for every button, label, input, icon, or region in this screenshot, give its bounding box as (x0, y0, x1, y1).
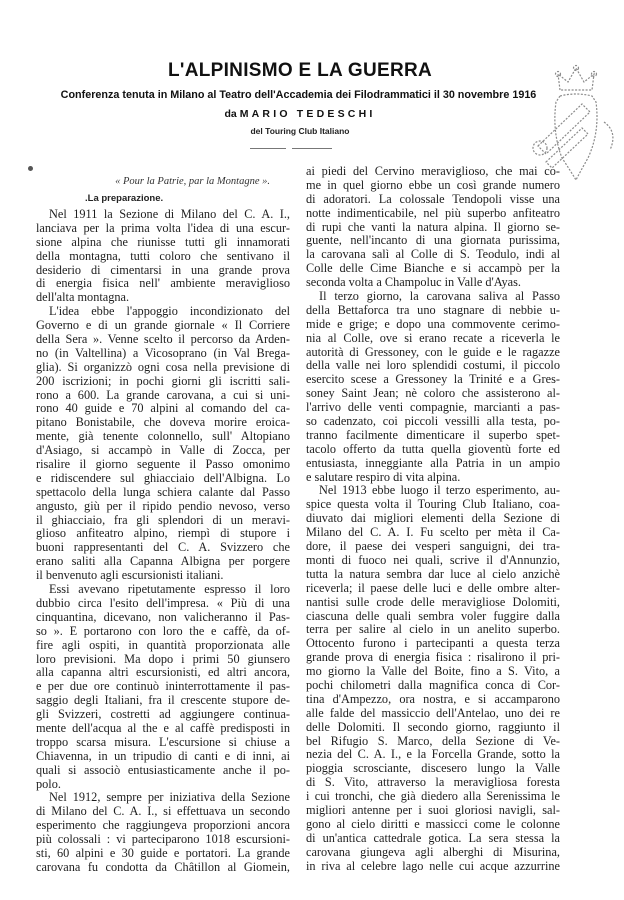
text-line: d'Asiago, si accampò in Valle di Zocca, per (36, 443, 290, 458)
text-line: cinquantina, dicevano, non valicheranno il Pas- (36, 609, 290, 624)
ink-blot (28, 166, 33, 171)
paragraph (36, 305, 290, 583)
text-line: tina d'Ampezzo, ora nostra, e si accamparono (306, 691, 560, 706)
divider-rule (292, 148, 332, 149)
section-heading: .La preparazione. (85, 193, 164, 204)
text-line: guente, nell'incanto di una giornata purissima, (306, 233, 560, 248)
right-text-column (306, 165, 560, 873)
text-line: tranno facilmente dimenticare il superbo spet- (306, 427, 560, 442)
article-subtitle: Conferenza tenuta in Milano al Teatro dell'Accademia dei Filodrammatici il 30 novembre 1916 (60, 89, 537, 101)
text-line: gli Svizzeri, costretti ad aggiungere continua- (36, 707, 290, 722)
text-line: saggio degli Italiani, fra il crescente stupore de- (36, 693, 290, 708)
left-text-column (36, 208, 290, 875)
divider-rule (250, 148, 286, 149)
text-line: esercito scese a Gressoney la Trinité e a Gres- (306, 372, 560, 387)
text-line: l'arrivo delle venti compagnie, marcianti a pas- (306, 400, 560, 415)
text-line: monti di fuoco nei quali, scrive il d'Annunzio, (306, 552, 560, 567)
text-line: risalire il giorno seguente il Passo omonimo (36, 457, 290, 472)
text-line: di S. Vito, attraverso la meravigliosa foresta (306, 775, 560, 790)
text-line: di rupi che vanti la natura alpina. Il giorno se- (306, 219, 560, 234)
text-line: Nel 1911 la Sezione di Milano del C. A. I., (49, 207, 290, 221)
text-line: della valle nei loro splendidi costumi, il piccolo (306, 358, 560, 373)
text-line: quali si associò entusiasticamente anche il po- (36, 762, 290, 777)
text-line: grande prova di energia fisica : risalirono il pri- (306, 650, 560, 665)
text-line: tutta la natura sembra dar luce al cielo anzichè (306, 566, 560, 581)
text-line: nantisi sulle crode delle meravigliose Dolomiti, (306, 594, 560, 609)
text-line: migliori antenne per i suoi gloriosi navigli, sal- (306, 802, 560, 817)
text-line: desiderio di cimentarsi in una grande prova (36, 262, 290, 277)
text-line: mide e grige; e dopo una commovente cerimo- (306, 316, 560, 331)
text-line: glioso anfiteatro alpino, riempì di stupore i (36, 526, 290, 541)
text-line: più colossali : vi parteciparono 1018 escursioni- (36, 832, 290, 847)
text-line: di adoratori. La colossale Tendopoli visse una (306, 191, 560, 206)
paragraph (36, 208, 290, 305)
text-line: Milano del C. A. I. Fu scelto per mèta il Ca- (306, 525, 560, 540)
text-line: alle falde del massiccio dell'Antelao, uno dei re (306, 705, 560, 720)
text-line: pitano Bonistabile, che doveva morire eroica- (36, 415, 290, 430)
epigraph: « Pour la Patrie, par la Montagne ». (115, 176, 270, 187)
text-line: carovana giungeva agli alberghi di Misurina, (306, 844, 560, 859)
text-line: di energia fisica nell' ambiente meraviglioso (36, 276, 290, 291)
text-line: entusiasta, inneggiante alla Patria in un ampio (306, 455, 560, 470)
paragraph (306, 165, 560, 290)
text-line: fire agli ospiti, in quantità proporzionata alle (36, 637, 290, 652)
text-line: in riva al celebre lago nelle cui acque azzurrine (306, 858, 560, 873)
text-line: dubbio circa l'esito dell'impresa. « Più di una (36, 595, 290, 610)
text-line: ciascuna delle quali sembra voler fuggire dalla (306, 608, 560, 623)
text-line: Essi avevano ripetutamente espresso il loro (49, 582, 290, 597)
text-line: 200 iscrizioni; in pochi giorni gli iscritti sali- (36, 373, 290, 388)
paragraph (36, 583, 290, 791)
text-line: no (in Valtellina) a Vicosoprano (in Val Brega- (36, 345, 290, 360)
text-line: spice questa volta il Touring Club Italiano, coa- (306, 497, 560, 512)
text-line: pioggia scrosciante, discesero lungo la Valle (306, 761, 560, 776)
text-line: ai piedi del Cervino meraviglioso, che mai co- (306, 164, 560, 178)
text-line: sione alpina che riunisse tutti gli innamorati (36, 234, 290, 249)
text-line: e per due ore continuò ininterrottamente il pas- (36, 679, 290, 694)
text-line: notte indimenticabile, nel più superbo anfiteatro (306, 205, 560, 220)
text-line: erano saliti alla Capanna Albigna per porgere (36, 554, 290, 569)
text-line: mo giorno la Valle del Boite, fino a S. Vito, a (306, 664, 560, 679)
text-line: autorità di Gressoney, con le guide e le ragazze (306, 344, 560, 359)
text-line: buoni rappresentanti del C. A. Svizzero che (36, 540, 290, 555)
text-line: soney Saint Jean; nè coloro che assisterono al- (306, 386, 560, 401)
text-line: gono al cielo diritti e massicci come le colonne (306, 816, 560, 831)
text-line: diuvato dai migliori elementi della Sezione di (306, 511, 560, 526)
text-line: mente dell'acqua al the e al caffè predisposti in (36, 720, 290, 735)
text-line: lanciava per la prima volta l'idea di una escur- (36, 220, 290, 235)
text-line: rono 40 guide e 70 alpini al comando del ca- (36, 401, 290, 416)
text-line: seconda volta a Champoluc in Valle d'Ayas. (306, 275, 521, 290)
text-line: della montagna, tutti coloro che sentivano il (36, 248, 290, 263)
paragraph (36, 791, 290, 874)
text-line: angusto, giù per il ripido pendio nevoso, verso (36, 498, 290, 513)
text-line: dell'alta montagna. (36, 290, 130, 305)
text-line: so cadenzato, coi piccoli vessilli alla testa, po- (306, 414, 560, 429)
text-line: mente, già tenente colonnello, sull' Altopiano (36, 429, 290, 444)
text-line: nezia del C. A. I., e la Forcella Grande, sotto la (306, 747, 560, 762)
text-line: Ottocento furono i partecipanti a questa terza (306, 636, 560, 651)
text-line: Chiavenna, in un tripudio di canti e di inni, ai (36, 748, 290, 763)
text-line: della Sera ». Venne scelto il percorso da Arden- (36, 332, 290, 347)
text-line: nia al Colle, ove si erano recate a riceverla le (306, 330, 560, 345)
text-line: loro previsioni. Ma dopo i primi 50 giunsero (36, 651, 290, 666)
text-line: e salutare respiro di vita alpina. (306, 469, 461, 484)
text-line: esperimento che raggiungeva proporzioni ancora (36, 818, 290, 833)
text-line: tacolo offerto da tutta quella gioventù forte ed (306, 441, 560, 456)
text-line: glia). Si organizzò ogni cosa nella previsione di (36, 359, 290, 374)
text-line: terra per salire al cielo in un anelito superbo. (306, 622, 560, 637)
text-line: pochi chilometri dalla magnifica conca di Cor- (306, 677, 560, 692)
text-line: e ridiscendere sul ghiacciaio dell'Albigna. Lo (36, 470, 290, 485)
text-line: di un'antica cattedrale gotica. La sera stessa la (306, 830, 560, 845)
text-line: Governo e di un grande giornale « Il Corriere (36, 318, 290, 333)
text-line: delle Dolomiti. Il secondo giorno, raggiunto il (306, 719, 560, 734)
author-line (0, 108, 600, 120)
text-line: il benvenuto agli escursionisti italiani. (36, 568, 224, 583)
text-line: riceverla; il paese delle luci e delle ombre alter- (306, 580, 560, 595)
author-affiliation: del Touring Club Italiano (250, 126, 350, 136)
text-line: alla capanna altri escursionisti, ed altri ancora, (36, 665, 290, 680)
author-prefix: da (224, 108, 237, 120)
text-line: Colle delle Cime Bianche e si accampò per la (306, 261, 560, 276)
text-line: rono a 600. La grande carovana, a cui si uni- (36, 387, 290, 402)
text-line: Nel 1913 ebbe luogo il terzo esperimento, au- (319, 483, 560, 498)
text-line: il ghiacciaio, fra gli splendori di un meravi- (36, 512, 290, 527)
text-line: troppo scarsa misura. L'escursione si chiuse a (36, 734, 290, 749)
text-line: so ». E portarono con loro the e caffè, da of- (36, 623, 290, 638)
text-line: L'idea ebbe l'appoggio incondizionato del (49, 304, 290, 319)
text-line: i cui tronchi, che già diedero alla Serenissima le (306, 789, 560, 804)
text-line: me in quel giorno ebbe un così grande numero (306, 177, 560, 192)
text-line: di Milano del C. A. I., si effettuava un secondo (36, 804, 290, 819)
text-line: Nel 1912, sempre per iniziativa della Sezione (49, 790, 290, 805)
paragraph (306, 484, 560, 873)
text-line: polo. (36, 776, 61, 791)
article-title: L'ALPINISMO E LA GUERRA (167, 60, 433, 81)
text-line: sti, 60 alpini e 30 guide e portatori. La grande (36, 845, 290, 860)
text-line: della Bettaforca tra uno stagnare di nebbie u- (306, 302, 560, 317)
author-name: MARIO TEDESCHI (239, 108, 376, 120)
text-line: la carovana salì al Colle di S. Teodulo, indi al (306, 247, 560, 262)
paragraph (306, 290, 560, 484)
text-line: carovana fu condotta da Châtillon al Giomein, (36, 859, 290, 874)
text-line: spettacolo della lunga schiera calante dal Passo (36, 484, 290, 499)
text-line: Il terzo giorno, la carovana saliva al Passo (319, 289, 560, 304)
text-line: dore, il paese dei vesperi sanguigni, dei tra- (306, 539, 560, 554)
text-line: bel Rifugio S. Marco, della Sezione di Ve- (306, 733, 560, 748)
